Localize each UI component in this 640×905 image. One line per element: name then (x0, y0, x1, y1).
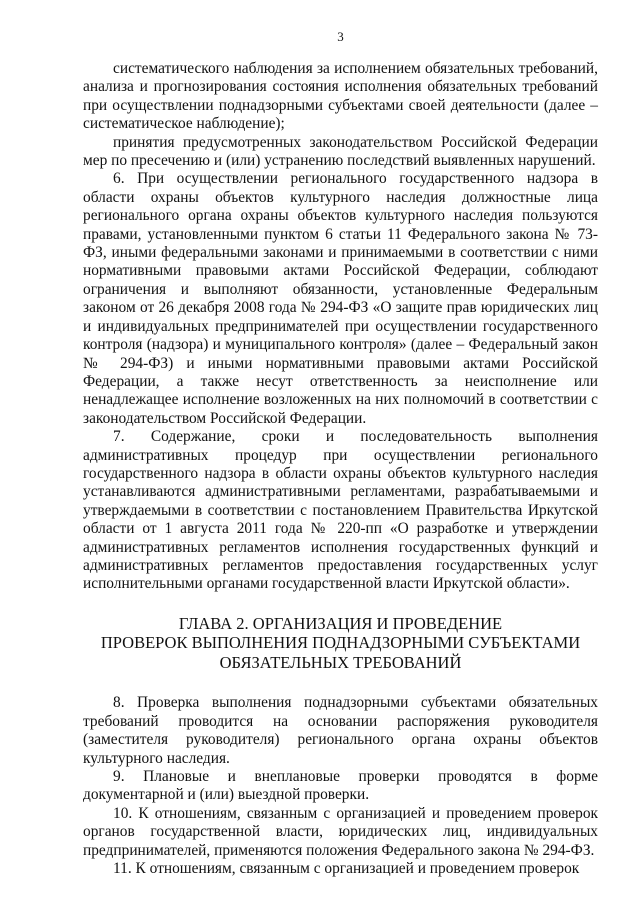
paragraph-9: 9. Плановые и внеплановые проверки проводятся в форме документарной и (или) выездной проверки. (83, 767, 598, 804)
paragraph-8: 8. Проверка выполнения поднадзорными субъектами обязательных требований проводится на основании распоряжения руководителя (заместителя руководителя) регионального органа охраны объектов культурного наследия. (83, 694, 598, 767)
paragraph-10: 10. К отношениям, связанным с организацией и проведением проверок органов государственной власти, юридических лиц, индивидуальных предпринимателей, применяются положения Федерального закона № 294-ФЗ. (83, 804, 598, 859)
document-page (83, 30, 598, 878)
page-number: 3 (337, 29, 344, 44)
paragraph-suppression-measures: принятия предусмотренных законодательством Российской Федерации мер по пресечению и (или) устранению последствий выявленных нарушений. (83, 133, 598, 170)
paragraph-7: 7. Содержание, сроки и последовательность выполнения административных процедур при осуществлении регионального государственного надзора в области охраны объектов культурного наследия устанавливаются административными регламентами, разрабатываемыми и утверждаемыми в соответствии с постановлением Правительства Иркутской области от 1 августа 2011 года № 220-пп «О разработке и утверждении административных регламентов исполнения государственных функций и административных регламентов предоставления государственных услуг исполнительными органами государственной власти Иркутской области». (83, 428, 598, 593)
chapter-heading (83, 614, 598, 673)
paragraph-systematic-observation: систематического наблюдения за исполнением обязательных требований, анализа и прогнозирования состояния исполнения обязательных требований при осуществлении поднадзорными субъектами своей деятельности (далее – систематическое наблюдение); (83, 60, 598, 133)
chapter-heading-line-1: ГЛАВА 2. ОРГАНИЗАЦИЯ И ПРОВЕДЕНИЕ (178, 613, 503, 633)
paragraph-11: 11. К отношениям, связанным с организацией и проведением проверок (113, 859, 580, 877)
chapter-heading-line-3: ОБЯЗАТЕЛЬНЫХ ТРЕБОВАНИЙ (219, 652, 462, 672)
chapter-heading-line-2: ПРОВЕРОК ВЫПОЛНЕНИЯ ПОДНАДЗОРНЫМИ СУБЪЕКТАМИ (100, 633, 581, 653)
paragraph-6: 6. При осуществлении регионального государственного надзора в области охраны объектов культурного наследия должностные лица регионального органа охраны объектов культурного наследия пользуются правами, установленными пунктом 6 статьи 11 Федерального закона № 73-ФЗ, иными федеральными законами и принимаемыми в соответствии с ними нормативными правовыми актами Российской Федерации, соблюдают ограничения и выполняют обязанности, установленные Федеральным законом от 26 декабря 2008 года № 294-ФЗ «О защите прав юридических лиц и индивидуальных предпринимателей при осуществлении государственного контроля (надзора) и муниципального контроля» (далее – Федеральный закон № 294-ФЗ) и иными нормативными правовыми актами Российской Федерации, а также несут ответственность за неисполнение или ненадлежащее исполнение возложенных на них полномочий в соответствии с законодательством Российской Федерации. (83, 170, 598, 427)
